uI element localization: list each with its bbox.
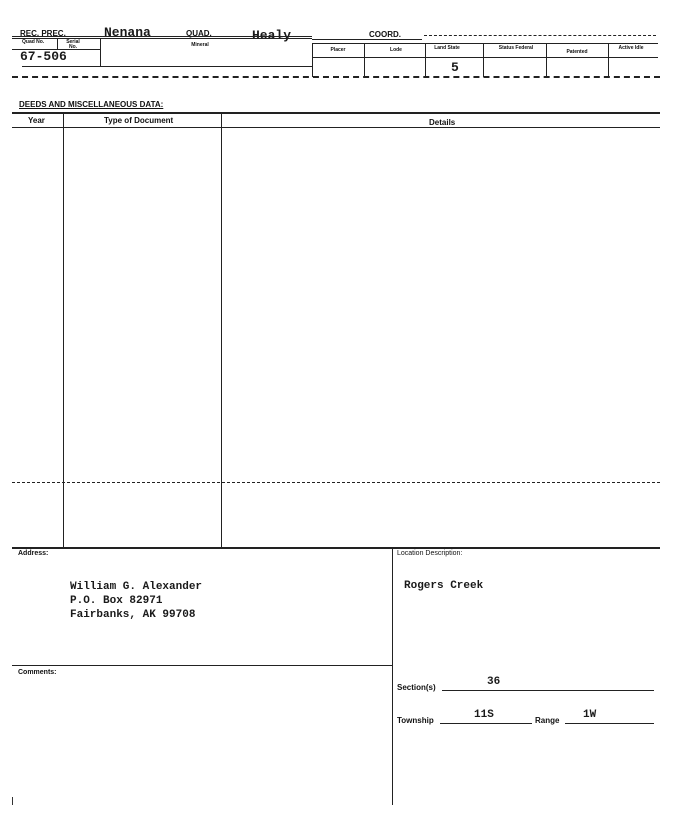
col-quad-no: Quad No. [22, 39, 45, 45]
column-divider [608, 43, 609, 77]
column-divider [546, 43, 547, 77]
comments-rule [12, 665, 392, 666]
header-rule [312, 39, 422, 40]
address-label: Address: [18, 550, 49, 557]
section-label: Section(s) [397, 683, 436, 692]
column-divider [483, 43, 484, 77]
range-value: 1W [583, 709, 597, 721]
land-state-value: 5 [451, 60, 459, 75]
quad-label: QUAD. [186, 29, 212, 38]
col-active-idle: Active Idle [618, 45, 644, 51]
column-divider [425, 43, 426, 77]
col-year: Year [28, 116, 45, 125]
bottom-section-rule [12, 547, 660, 549]
township-underline [440, 723, 532, 724]
range-underline [565, 723, 654, 724]
claim-row-dashed-rule [12, 76, 660, 78]
col-details: Details [429, 118, 456, 127]
col-placer: Placer [330, 47, 346, 53]
col-patented: Patented [566, 49, 588, 55]
address-line-3: Fairbanks, AK 99708 [70, 609, 196, 621]
rec-prec-label: REC. PREC. [20, 29, 66, 38]
column-divider [312, 43, 313, 77]
deeds-title: DEEDS AND MISCELLANEOUS DATA: [19, 100, 164, 109]
address-line-2: P.O. Box 82971 [70, 595, 163, 607]
deeds-header-rule [12, 127, 660, 128]
coord-label: COORD. [369, 30, 401, 39]
col-mineral: Mineral [191, 42, 209, 48]
township-label: Township [397, 716, 434, 725]
section-underline [442, 690, 654, 691]
header-rule [12, 36, 312, 37]
rec-prec-value: Nenana [104, 25, 151, 40]
col-lode: Lode [390, 47, 402, 53]
location-description-value: Rogers Creek [404, 580, 484, 592]
scan-mark [12, 797, 13, 805]
claim-row-rule [22, 66, 312, 67]
col-status-federal: Status Federal [498, 45, 534, 51]
address-line-1: William G. Alexander [70, 581, 203, 593]
section-value: 36 [487, 676, 501, 688]
bottom-column-divider [392, 547, 393, 805]
col-type-of-document: Type of Document [104, 116, 174, 125]
deeds-top-rule [12, 112, 660, 114]
header-dashed-rule [424, 35, 656, 36]
quad-value: Healy [252, 28, 292, 43]
location-description-label: Location Description: [397, 550, 463, 557]
comments-label: Comments: [18, 669, 57, 676]
deeds-dashed-rule [12, 482, 660, 483]
col-land-state: Land State [434, 45, 460, 51]
column-divider [364, 43, 365, 77]
township-value: 11S [474, 709, 494, 721]
quad-no-value: 67-506 [20, 49, 67, 64]
range-label: Range [535, 716, 560, 725]
col-serial-no: Serial No. [66, 39, 80, 50]
column-divider [100, 38, 101, 66]
